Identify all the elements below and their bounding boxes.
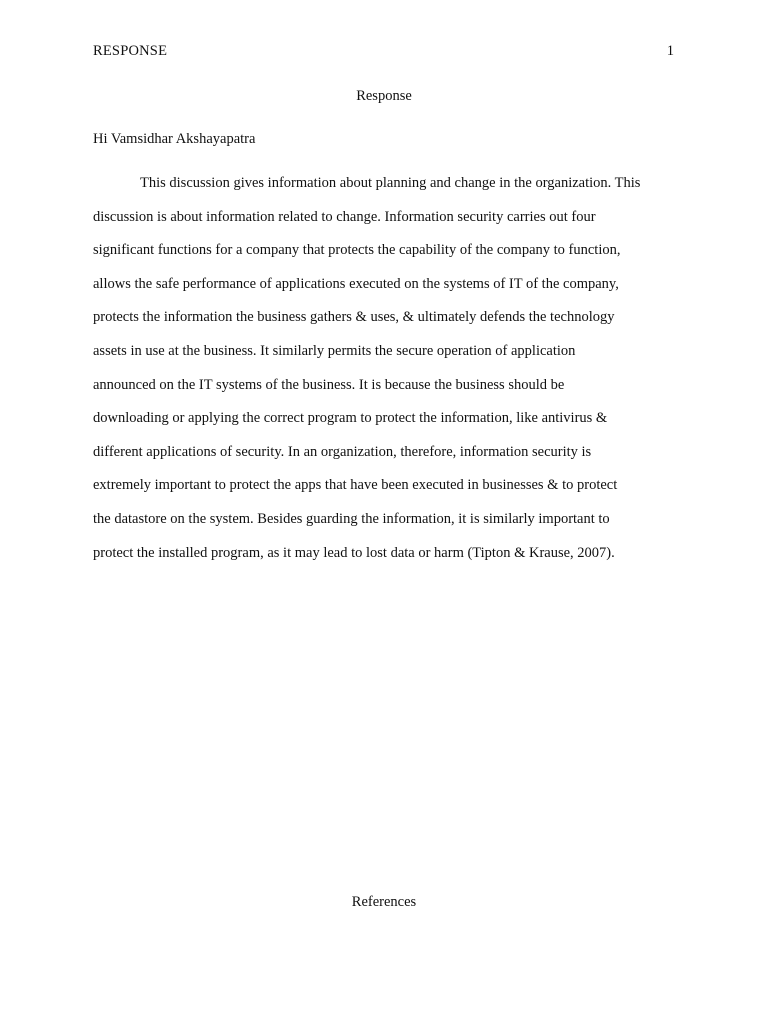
body-line: This discussion gives information about planning and change in the organization. This (140, 175, 641, 191)
references-heading: References (351, 894, 417, 910)
body-line: allows the safe performance of applications executed on the systems of IT of the company, (93, 275, 619, 292)
running-head: RESPONSE (93, 43, 168, 59)
body-line: protect the installed program, as it may lead to lost data or harm (Tipton & Krause, 2007). (93, 544, 615, 561)
document-title: Response (356, 88, 412, 104)
body-line: announced on the IT systems of the business. It is because the business should be (93, 376, 565, 393)
greeting: Hi Vamsidhar Akshayapatra (93, 131, 256, 147)
body-line: protects the information the business gathers & uses, & ultimately defends the technology (93, 309, 615, 326)
body-paragraph (93, 174, 693, 577)
body-line: significant functions for a company that protects the capability of the company to function, (93, 242, 621, 259)
body-line: extremely important to protect the apps that have been executed in businesses & to protect (93, 477, 618, 494)
body-line: assets in use at the business. It similarly permits the secure operation of application (93, 342, 576, 359)
body-line: different applications of security. In an organization, therefore, information security is (93, 443, 592, 460)
body-line: discussion is about information related to change. Information security carries out four (93, 208, 596, 225)
page-number: 1 (666, 43, 674, 59)
body-line: downloading or applying the correct program to protect the information, like antivirus & (93, 410, 608, 427)
body-line: the datastore on the system. Besides guarding the information, it is similarly important to (93, 510, 610, 527)
